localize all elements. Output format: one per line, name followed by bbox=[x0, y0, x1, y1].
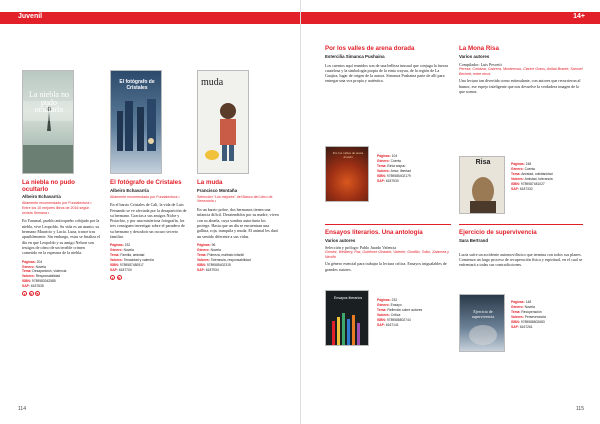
meta-label: Género: bbox=[22, 264, 35, 269]
meta-value: Amistad, tolerancia bbox=[524, 176, 553, 181]
book-entry-por-los-valles bbox=[325, 46, 451, 84]
meta-value: 9789588802683 bbox=[520, 319, 545, 324]
book-title: Ejercicio de supervivencia bbox=[459, 229, 537, 236]
meta-value: Etnia wayuu bbox=[387, 163, 406, 168]
cover-title-text: Ejercicio de supervivencia bbox=[471, 309, 495, 319]
book-author: Albeiro Echavarría bbox=[22, 194, 61, 200]
reading-level-icon: ● bbox=[111, 276, 114, 281]
meta-label: Tema: bbox=[511, 309, 521, 314]
divider bbox=[325, 224, 451, 225]
meta-value: Novela bbox=[210, 247, 221, 252]
book-description: En un barrio pobre, dos hermanos tienen una infancia difícil. Desatendidos por su madre, viven con su abuela, cuya sombra autoritaria los protege. Hasta que un día se encuentran una gallina, roja, tranquila y muda. El animal les dará un sentido diferente a sus vidas. bbox=[197, 206, 279, 239]
meta-label: Género: bbox=[511, 166, 524, 171]
meta-label: Páginas: bbox=[377, 154, 391, 158]
meta-label: SAP: bbox=[110, 268, 118, 273]
meta-value: 148 bbox=[525, 300, 532, 304]
book-title: Por los valles de arena dorada bbox=[325, 45, 415, 52]
meta-label: SAP: bbox=[511, 186, 519, 191]
book-description: Una lectura tan divertida como estimulante, con autores que recurrieron al humor, ese espejo inteligente que nos devuelve la verdadera imagen de lo que somos. bbox=[459, 78, 581, 94]
meta-label: Valores: bbox=[197, 257, 210, 262]
meta-label: Género: bbox=[511, 304, 524, 309]
cover-la-niebla bbox=[22, 70, 74, 174]
book-author: Francisco Montaña bbox=[197, 187, 238, 193]
meta-label: Páginas: bbox=[511, 162, 525, 166]
meta-value: 232 bbox=[391, 298, 398, 302]
meta-value: Amor, libertad bbox=[390, 168, 411, 173]
meta-label: ISBN: bbox=[110, 263, 119, 268]
book-author: Sara Bertrand bbox=[459, 237, 489, 243]
award-icon: ★ bbox=[117, 276, 121, 281]
book-entry-el-fotografo bbox=[110, 180, 188, 280]
meta-label: Valores: bbox=[22, 274, 35, 279]
cover-ensayos bbox=[325, 290, 369, 346]
book-author: Estercilia Simanca Pushaina bbox=[325, 53, 385, 59]
meta-label: Valores: bbox=[511, 314, 524, 319]
book-title: La niebla no pudo ocultarlo bbox=[22, 179, 75, 193]
meta-value: Desaparición, violencia bbox=[32, 269, 67, 274]
meta-value: 96 bbox=[211, 242, 216, 247]
meta-label: SAP: bbox=[22, 284, 30, 289]
meta-value: Novela bbox=[35, 264, 46, 269]
meta-label: ISBN: bbox=[511, 319, 520, 324]
book-contributors: Gómez, Wellbery, Paz, Gutiérrez Girardot, Valente, Gordillo, Tolbo, Zalamea y Nicolfo bbox=[325, 249, 450, 259]
cover-ejercicio bbox=[459, 294, 505, 352]
book-title: Ensayos literarios. Una antología bbox=[325, 229, 423, 236]
meta-label: ISBN: bbox=[511, 181, 520, 186]
book-metadata-ensayos bbox=[377, 294, 449, 328]
meta-value: 6167141 bbox=[385, 322, 399, 327]
meta-value: Pobreza, maltrato infantil bbox=[207, 252, 244, 257]
book-metadata bbox=[377, 298, 449, 328]
meta-value: Responsabilidad bbox=[35, 274, 61, 279]
meta-value: Amistad, cotidianidad bbox=[521, 171, 553, 176]
meta-value: 104 bbox=[391, 154, 398, 158]
meta-label: Valores: bbox=[377, 312, 390, 317]
book-entry-la-niebla bbox=[22, 180, 100, 296]
cover-title-text: El fotógrafo de Cristales bbox=[119, 79, 155, 91]
meta-label: Tema: bbox=[22, 269, 32, 274]
meta-value: 248 bbox=[525, 162, 532, 166]
right-page bbox=[300, 0, 600, 424]
meta-value: Crítica bbox=[390, 312, 401, 317]
guide-icon: ✎ bbox=[36, 292, 39, 297]
meta-label: Páginas: bbox=[511, 300, 525, 304]
page-number: 115 bbox=[576, 406, 584, 412]
book-contributors: Pereza, Cortázar, Cabrera, Monterroso, Clarice Grass, Anibal Brante, Samuel Beckett, entre otros. bbox=[459, 66, 583, 76]
book-description: En el barrio Cristales de Cali, la vida de Luis Fernando se ve afectada por la desaparición de su hermano. Gracias a sus amigos Niche y Pistachio, y por una misteriosa fotografía, los tres consiguen investigar sobre el paradero de su hermano y descubrir un oscuro secreto familiar. bbox=[110, 202, 187, 240]
book-metadata-la-mona-risa bbox=[511, 158, 585, 192]
book-description: En Yarumal, pueblo antioqueño cobijado por la niebla, vive Leopoldo. Su vida es un asunto, su hermano Mauricio y Lucía. Luna, trance tras apasiblemente. Sin embargo, estas se finaliza el día en que Leopoldo y su amigo Nelson son testigos de cómo de un terrible crimen cometido en la espesura de la niebla. bbox=[22, 218, 100, 256]
meta-label: ISBN: bbox=[377, 317, 386, 322]
meta-label: SAP: bbox=[197, 267, 205, 272]
meta-value: 9789587481027 bbox=[520, 181, 545, 186]
meta-label: Tema: bbox=[377, 163, 387, 168]
book-award-note: Altamente recomendado por Fundalectura • bbox=[110, 194, 180, 199]
cover-title-text: La niebla no pudo ocultarlo bbox=[29, 90, 69, 115]
section-label: Juvenil bbox=[18, 13, 43, 20]
book-award-note: Altamente recomendado por Fundalectura • Entre los 10 mejores libros de 2016 según revista Semana • bbox=[22, 201, 92, 215]
meta-label: ISBN: bbox=[22, 279, 31, 284]
age-range-label: 14+ bbox=[573, 13, 585, 20]
book-entry-ejercicio bbox=[459, 230, 583, 267]
section-band bbox=[301, 12, 600, 24]
section-band bbox=[0, 12, 300, 24]
meta-value: 9789588802744 bbox=[386, 317, 411, 322]
meta-label: Género: bbox=[110, 248, 123, 253]
meta-value: 9789585402179 bbox=[386, 173, 411, 178]
cover-title-text: Risa bbox=[475, 159, 491, 166]
book-title: La Mona Risa bbox=[459, 45, 499, 52]
meta-value: 232 bbox=[124, 243, 131, 248]
book-title: El fotógrafo de Cristales bbox=[110, 179, 182, 186]
meta-label: Valores: bbox=[377, 168, 390, 173]
meta-label: Páginas: bbox=[197, 242, 211, 247]
meta-label: ISBN: bbox=[377, 173, 386, 178]
meta-value: Tolerancia, responsabilidad bbox=[210, 257, 251, 262]
book-description: Lucía sufre un accidente automovilístico que termina con todos sus planes. Comienza un largo proceso de recuperación física y espiritual, en el cual se enfrentará a todas sus contradicciones. bbox=[459, 251, 583, 268]
meta-label: SAP: bbox=[377, 322, 385, 327]
award-icon: ★ bbox=[29, 292, 33, 297]
book-title: La muda bbox=[197, 179, 223, 186]
meta-label: Tema: bbox=[110, 253, 120, 258]
meta-value: Tenacidad y valentía bbox=[123, 258, 154, 263]
meta-value: 6167261 bbox=[519, 324, 533, 329]
book-metadata bbox=[511, 300, 585, 330]
book-credits: Compilador: Luis Pescetti bbox=[459, 61, 502, 67]
cover-la-mona-risa bbox=[459, 156, 505, 214]
book-metadata bbox=[377, 154, 449, 184]
meta-value: 204 bbox=[36, 259, 43, 264]
reading-level-icon: ● bbox=[23, 292, 26, 297]
meta-value: 6187930 bbox=[385, 178, 399, 183]
meta-label: Páginas: bbox=[377, 298, 391, 302]
meta-label: Páginas: bbox=[110, 243, 124, 248]
book-author: Varios autores bbox=[459, 53, 490, 59]
meta-value: 6187332 bbox=[519, 186, 533, 191]
cover-por-los-valles bbox=[325, 146, 369, 202]
icon-row bbox=[110, 275, 188, 280]
meta-label: Páginas: bbox=[22, 259, 36, 264]
page-number: 114 bbox=[18, 406, 26, 412]
book-metadata-ejercicio bbox=[511, 296, 585, 330]
book-entry-la-mona-risa bbox=[459, 46, 583, 94]
cover-title-text: Ensayos literarios bbox=[333, 296, 363, 300]
divider bbox=[459, 224, 583, 225]
meta-value: 9789583042585 bbox=[31, 279, 56, 284]
book-description: Los cuentos aquí reunidos son de una belleza inusual que conjuga la fuerza cautelosa y la simbología propia de la etnia wayuu, de la región de La Guajira, lugar de origen de la autora. Simanca Pushaina parte de allí para entregar una voz propia y auténtica. bbox=[325, 62, 448, 84]
meta-value: 9789587480517 bbox=[119, 263, 144, 268]
meta-value: Familia, amistad bbox=[120, 253, 145, 258]
cover-el-fotografo bbox=[110, 70, 162, 174]
meta-value: Cuento bbox=[390, 158, 402, 163]
cover-title-text: muda bbox=[201, 77, 224, 88]
meta-label: Tema: bbox=[511, 171, 521, 176]
cover-title-text: Por los valles de arena dorada bbox=[332, 151, 364, 159]
meta-label: Tema: bbox=[197, 252, 207, 257]
book-metadata bbox=[22, 260, 100, 290]
meta-label: SAP: bbox=[511, 324, 519, 329]
meta-label: Género: bbox=[377, 302, 390, 307]
meta-value: 6187700 bbox=[118, 268, 132, 273]
book-entry-la-muda bbox=[197, 180, 279, 272]
book-entry-ensayos bbox=[325, 230, 451, 272]
book-metadata bbox=[110, 243, 188, 273]
meta-value: Novela bbox=[123, 248, 134, 253]
meta-value: Novela bbox=[524, 304, 535, 309]
book-metadata-por-los-valles bbox=[377, 150, 449, 184]
book-author: Albeiro Echavarría bbox=[110, 187, 149, 193]
meta-label: Valores: bbox=[110, 258, 123, 263]
book-metadata bbox=[511, 162, 585, 192]
meta-label: Género: bbox=[197, 247, 210, 252]
icon-row bbox=[22, 291, 100, 296]
meta-value: Recuperación bbox=[521, 309, 542, 314]
book-metadata bbox=[197, 243, 279, 273]
meta-value: Cuento bbox=[524, 166, 536, 171]
book-author: Varios autores bbox=[325, 237, 356, 243]
book-description: Un género esencial para trabajar la lectura crítica. Ensayos inigualables de grandes autores. bbox=[325, 261, 447, 272]
meta-label: ISBN: bbox=[197, 262, 206, 267]
meta-value: Reflexión sobre autores bbox=[387, 307, 423, 312]
book-credits: Selección y prólogo: Pablo Jurado Valencia bbox=[325, 244, 397, 250]
meta-label: Tema: bbox=[377, 307, 387, 312]
meta-value: 6187835 bbox=[30, 284, 44, 289]
meta-label: Valores: bbox=[511, 176, 524, 181]
meta-value: 9789585402315 bbox=[206, 262, 231, 267]
meta-label: SAP: bbox=[377, 178, 385, 183]
book-award-note: Selección "Los mejores" del Banco del Libro de Venezuela • bbox=[197, 194, 273, 204]
meta-value: Perseverancia bbox=[524, 314, 546, 319]
meta-label: Género: bbox=[377, 158, 390, 163]
meta-value: Ensayo bbox=[390, 302, 402, 307]
cover-la-muda bbox=[197, 70, 249, 174]
meta-value: 6187934 bbox=[205, 267, 219, 272]
